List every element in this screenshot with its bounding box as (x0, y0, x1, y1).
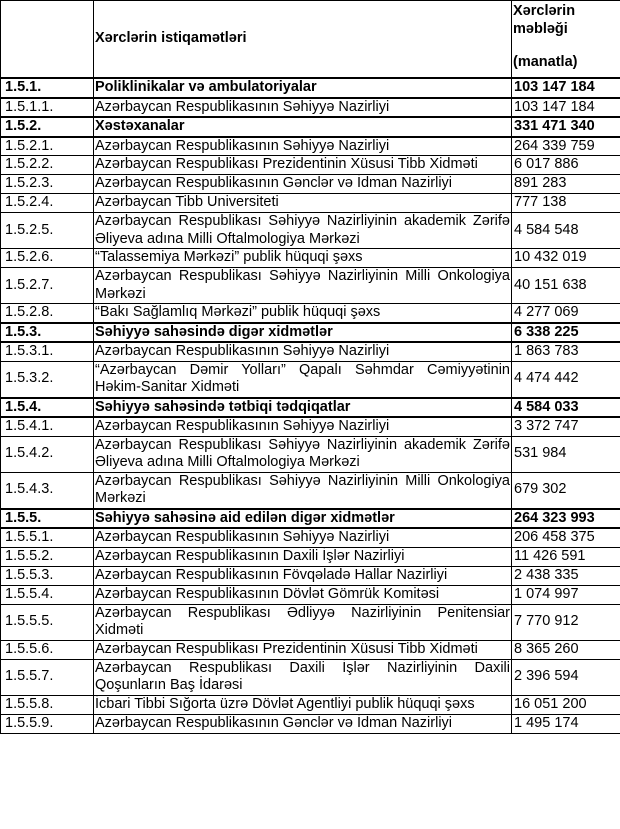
row-code-cell: 1.5.5.5. (1, 604, 94, 640)
table-row (1, 547, 620, 566)
row-name-cell: Azərbaycan Respublikası Prezidentinin Xüsusi Tibb Xidməti (94, 640, 512, 659)
row-name-cell: Azərbaycan Respublikasının Fövqəladə Hallar Nazirliyi (94, 566, 512, 585)
row-name-cell: Poliklinikalar və ambulatoriyalar (94, 78, 512, 98)
row-code-cell: 1.5.5.3. (1, 566, 94, 585)
table-row (1, 323, 620, 343)
row-amount-cell: 103 147 184 (512, 78, 620, 98)
row-code-cell: 1.5.2. (1, 117, 94, 137)
table-row (1, 78, 620, 98)
header-amount-title: Xərclərin məbləği (513, 3, 576, 37)
row-amount-cell: 6 338 225 (512, 323, 620, 343)
table-row (1, 342, 620, 361)
table-row (1, 472, 620, 509)
row-code-cell: 1.5.3. (1, 323, 94, 343)
header-amount-cell (512, 1, 620, 79)
row-amount-cell: 264 323 993 (512, 509, 620, 529)
row-name-cell: İcbari Tibbi Sığorta üzrə Dövlət Agentliyi publik hüquqi şəxs (94, 695, 512, 714)
row-amount-cell: 1 863 783 (512, 342, 620, 361)
row-name-cell: Azərbaycan Respublikası Daxili İşlər Nazirliyinin Daxili Qoşunların Baş İdarəsi (95, 659, 510, 693)
table-row (1, 659, 620, 695)
row-code-cell: 1.5.4.3. (1, 472, 94, 509)
row-name-cell: Azərbaycan Respublikasının Dövlət Gömrük Komitəsi (94, 585, 512, 604)
row-amount-cell: 777 138 (512, 194, 620, 213)
row-name-cell: Azərbaycan Respublikasının Gənclər və İdman Nazirliyi (94, 175, 512, 194)
row-name-cell: Azərbaycan Respublikası Ədliyyə Nazirliyinin Penitensiar Xidməti (95, 604, 510, 638)
row-code-cell: 1.5.5.8. (1, 695, 94, 714)
row-name-cell: Azərbaycan Respublikasının Səhiyyə Nazirliyi (94, 528, 512, 547)
row-amount-cell: 1 074 997 (512, 585, 620, 604)
header-row (1, 1, 620, 79)
row-name-cell: “Talassemiya Mərkəzi” publik hüquqi şəxs (94, 249, 512, 268)
header-amount-unit: (manatla) (513, 54, 578, 70)
row-name-cell: Azərbaycan Respublikasının Daxili İşlər Nazirliyi (94, 547, 512, 566)
table-row (1, 249, 620, 268)
row-code-cell: 1.5.1.1. (1, 98, 94, 118)
table-row (1, 137, 620, 156)
row-name-cell: Azərbaycan Respublikası Səhiyyə Nazirliyinin Milli Onkologiya Mərkəzi (94, 472, 512, 509)
table-row (1, 436, 620, 472)
table-row (1, 566, 620, 585)
row-name-cell: Azərbaycan Respublikasının Gənclər və İdman Nazirliyi (94, 714, 512, 733)
table-row (1, 714, 620, 733)
row-code-cell: 1.5.4.2. (1, 436, 94, 472)
row-amount-cell: 10 432 019 (512, 249, 620, 268)
row-name-cell: Azərbaycan Respublikası Prezidentinin Xüsusi Tibb Xidməti (94, 156, 512, 175)
row-name-cell: “Azərbaycan Dəmir Yolları” Qapalı Səhmdar Cəmiyyətinin Həkim-Sanitar Xidməti (94, 361, 512, 398)
row-code-cell: 1.5.5.4. (1, 585, 94, 604)
row-amount-cell: 8 365 260 (512, 640, 620, 659)
row-code-cell: 1.5.5.1. (1, 528, 94, 547)
row-name-cell: Azərbaycan Respublikası Səhiyyə Nazirliyinin akademik Zərifə Əliyeva adına Milli Oftalmologiya Mərkəzi (95, 436, 510, 470)
row-code-cell: 1.5.5. (1, 509, 94, 529)
header-directions-cell: Xərclərin istiqamətləri (94, 1, 512, 79)
row-amount-cell: 103 147 184 (512, 98, 620, 118)
table-row (1, 194, 620, 213)
row-code-cell: 1.5.2.8. (1, 304, 94, 323)
table-body (1, 78, 620, 733)
row-amount-cell: 264 339 759 (512, 137, 620, 156)
table-row (1, 585, 620, 604)
row-name-cell: Səhiyyə sahəsində tətbiqi tədqiqatlar (94, 398, 512, 418)
table-row (1, 528, 620, 547)
table-row (1, 98, 620, 118)
table-row (1, 398, 620, 418)
table-row (1, 604, 620, 640)
row-code-cell: 1.5.3.1. (1, 342, 94, 361)
row-amount-cell: 11 426 591 (512, 547, 620, 566)
row-amount-cell: 40 151 638 (512, 268, 620, 304)
row-amount-cell: 331 471 340 (512, 117, 620, 137)
row-name-cell: Azərbaycan Respublikası Səhiyyə Nazirliyinin Milli Onkologiya Mərkəzi (95, 268, 510, 302)
row-code-cell: 1.5.5.2. (1, 547, 94, 566)
row-name-cell: Azərbaycan Respublikasının Səhiyyə Nazirliyi (94, 342, 512, 361)
table-row (1, 509, 620, 529)
row-code-cell: 1.5.4.1. (1, 417, 94, 436)
table-row (1, 640, 620, 659)
row-code-cell: 1.5.1. (1, 78, 94, 98)
row-amount-cell: 891 283 (512, 175, 620, 194)
row-code-cell: 1.5.3.2. (1, 361, 94, 398)
header-amount-spacer (513, 38, 619, 54)
row-code-cell: 1.5.5.9. (1, 714, 94, 733)
table-row (1, 361, 620, 398)
row-amount-cell: 4 474 442 (512, 361, 620, 398)
row-code-cell: 1.5.2.5. (1, 213, 94, 249)
row-amount-cell: 531 984 (512, 436, 620, 472)
row-amount-cell: 7 770 912 (512, 604, 620, 640)
row-amount-cell: 2 396 594 (512, 659, 620, 695)
row-amount-cell: 206 458 375 (512, 528, 620, 547)
row-name-cell: Xəstəxanalar (94, 117, 512, 137)
table-row (1, 417, 620, 436)
row-amount-cell: 4 584 033 (512, 398, 620, 418)
row-code-cell: 1.5.2.2. (1, 156, 94, 175)
row-code-cell: 1.5.2.7. (1, 268, 94, 304)
row-name-cell: Azərbaycan Tibb Universiteti (94, 194, 512, 213)
row-code-cell: 1.5.2.3. (1, 175, 94, 194)
row-amount-cell: 2 438 335 (512, 566, 620, 585)
row-code-cell: 1.5.5.7. (1, 659, 94, 695)
row-name-cell: Azərbaycan Respublikasının Səhiyyə Nazirliyi (94, 98, 512, 118)
row-name-cell: Səhiyyə sahəsinə aid edilən digər xidmətlər (94, 509, 512, 529)
row-amount-cell: 6 017 886 (512, 156, 620, 175)
row-code-cell: 1.5.2.1. (1, 137, 94, 156)
row-code-cell: 1.5.2.4. (1, 194, 94, 213)
row-name-cell: “Bakı Sağlamlıq Mərkəzi” publik hüquqi şəxs (94, 304, 512, 323)
row-amount-cell: 1 495 174 (512, 714, 620, 733)
row-code-cell: 1.5.2.6. (1, 249, 94, 268)
row-code-cell: 1.5.5.6. (1, 640, 94, 659)
row-amount-cell: 4 584 548 (512, 213, 620, 249)
table-header (1, 1, 620, 79)
row-name-cell: Azərbaycan Respublikasının Səhiyyə Nazirliyi (94, 417, 512, 436)
row-code-cell: 1.5.4. (1, 398, 94, 418)
table-row (1, 213, 620, 249)
table-row (1, 304, 620, 323)
row-amount-cell: 16 051 200 (512, 695, 620, 714)
table-row (1, 117, 620, 137)
table-row (1, 268, 620, 304)
row-name-cell: Səhiyyə sahəsində digər xidmətlər (94, 323, 512, 343)
table-row (1, 175, 620, 194)
header-code-cell (1, 1, 94, 79)
row-amount-cell: 3 372 747 (512, 417, 620, 436)
row-amount-cell: 679 302 (512, 472, 620, 509)
table-row (1, 695, 620, 714)
row-name-cell: Azərbaycan Respublikası Səhiyyə Nazirliyinin akademik Zərifə Əliyeva adına Milli Oftalmologiya Mərkəzi (95, 213, 510, 247)
row-name-cell: Azərbaycan Respublikasının Səhiyyə Nazirliyi (94, 137, 512, 156)
table-row (1, 156, 620, 175)
row-amount-cell: 4 277 069 (512, 304, 620, 323)
